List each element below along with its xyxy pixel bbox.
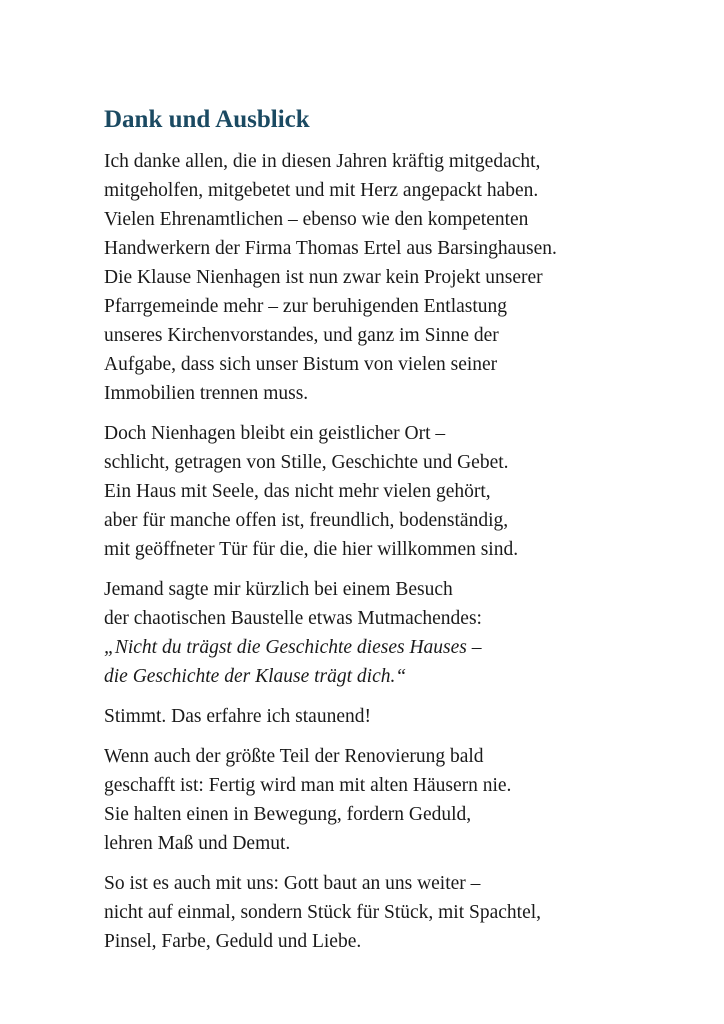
text-line: Die Klause Nienhagen ist nun zwar kein Projekt unserer: [104, 267, 543, 288]
section-heading: Dank und Ausblick: [104, 106, 310, 133]
text-line: Jemand sagte mir kürzlich bei einem Besuch: [104, 579, 453, 600]
text-line: schlicht, getragen von Stille, Geschichte und Gebet.: [104, 452, 509, 473]
text-line: mitgeholfen, mitgebetet und mit Herz angepackt haben.: [104, 180, 539, 201]
text-line: Sie halten einen in Bewegung, fordern Geduld,: [104, 804, 472, 825]
text-line: aber für manche offen ist, freundlich, bodenständig,: [104, 510, 509, 531]
paragraph-closing: [104, 869, 664, 956]
text-line: Immobilien trennen muss.: [104, 383, 309, 404]
text-line: der chaotischen Baustelle etwas Mutmachendes:: [104, 608, 482, 629]
paragraph-agreement: [104, 702, 664, 731]
text-line: Stimmt. Das erfahre ich staunend!: [104, 706, 371, 727]
text-line: nicht auf einmal, sondern Stück für Stück, mit Spachtel,: [104, 902, 542, 923]
text-line: lehren Maß und Demut.: [104, 833, 291, 854]
text-line: Wenn auch der größte Teil der Renovierung bald: [104, 746, 484, 767]
paragraph-spiritual-place: [104, 419, 664, 564]
text-line: Aufgabe, dass sich unser Bistum von vielen seiner: [104, 354, 498, 375]
quote-line: „Nicht du trägst die Geschichte dieses Hauses –: [104, 637, 482, 658]
text-line: Pfarrgemeinde mehr – zur beruhigenden Entlastung: [104, 296, 508, 317]
text-line: Handwerkern der Firma Thomas Ertel aus Barsinghausen.: [104, 238, 557, 259]
text-line: Vielen Ehrenamtlichen – ebenso wie den kompetenten: [104, 209, 529, 230]
text-line: mit geöffneter Tür für die, die hier willkommen sind.: [104, 539, 519, 560]
text-line: So ist es auch mit uns: Gott baut an uns weiter –: [104, 873, 481, 894]
text-line: unseres Kirchenvorstandes, und ganz im Sinne der: [104, 325, 499, 346]
text-line: Pinsel, Farbe, Geduld und Liebe.: [104, 931, 362, 952]
text-line: Ein Haus mit Seele, das nicht mehr vielen gehört,: [104, 481, 491, 502]
paragraph-quote: [104, 575, 664, 691]
paragraph-thanks: [104, 147, 664, 408]
document-page: [104, 103, 664, 967]
quote-line: die Geschichte der Klause trägt dich.“: [104, 666, 407, 687]
text-line: Ich danke allen, die in diesen Jahren kräftig mitgedacht,: [104, 151, 541, 172]
text-line: geschafft ist: Fertig wird man mit alten Häusern nie.: [104, 775, 512, 796]
paragraph-renovation: [104, 742, 664, 858]
text-line: Doch Nienhagen bleibt ein geistlicher Ort –: [104, 423, 446, 444]
